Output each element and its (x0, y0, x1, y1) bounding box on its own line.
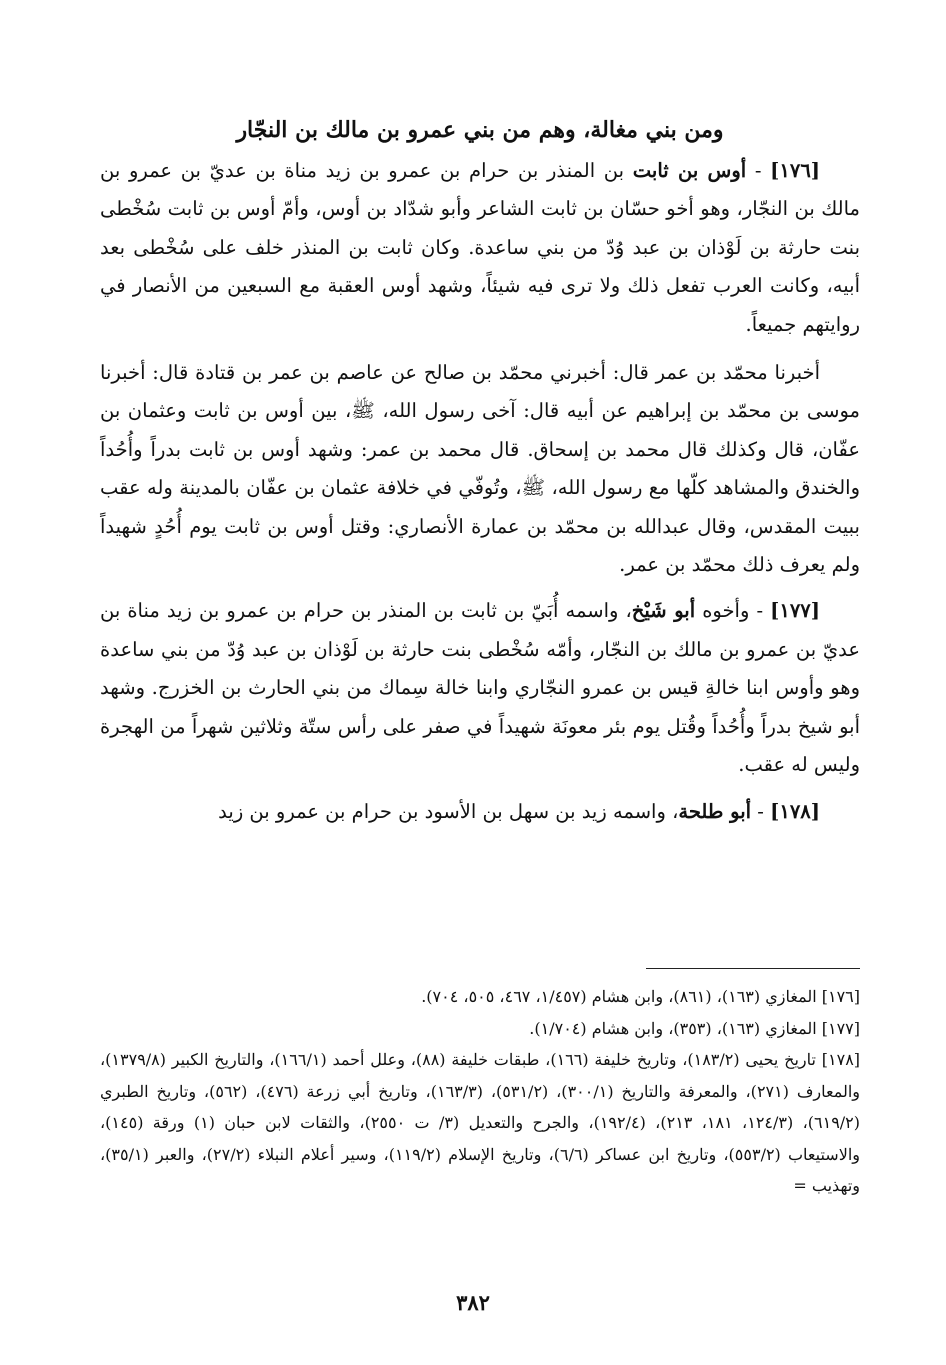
footnote: [١٧٧] المغازي (١٦٣)، (٣٥٣)، وابن هشام (١/٧٠٤). (529, 1018, 860, 1038)
entry-name: أوس بن ثابت (632, 159, 747, 182)
entry-dash: - (751, 799, 764, 823)
entry-number: [١٧٨] (770, 799, 820, 823)
entry-number: [١٧٦] (770, 159, 821, 182)
entry-dash: - (746, 159, 762, 182)
entry-dash: - (749, 599, 764, 623)
entry-text: ، واسمه أُبَيّ بن ثابت بن المنذر بن حرام بن عمرو بن زيد مناة بن عديّ بن عمرو بن مالك بن النجّار، وأمّه سُخْطى بنت حارثة بن لَوْذان بن عبد وُدّ من بني ساعدة وهو وأوس ابنا خالةِ قيس بن عمرو النجّاري وابنا خالة سِماك من بني الحارث بن الخزرج. وشهد أبو شيخ بدراً وأُحُداً وقُتل يوم بئر معونَة شهيداً في صفر على رأس ستّة وثلاثين شهراً من الهجرة وليس له عقب. (100, 599, 860, 777)
footnote: [١٧٨] تاريخ يحيى (١٨٣/٢)، وتاريخ خليفة (١٦٦)، طبقات خليفة (٨٨)، وعلل أحمد (١٦٦/١)، والتاريخ الكبير (١٣٧٩/٨)، والمعارف (٢٧١)، والمعرفة والتاريخ (٣٠٠/١)، (٥٣١/٢)، (١٦٣/٣)، وتاريخ أبي زرعة (٤٧٦)، (٥٦٢)، وتاريخ الطبري (٦١٩/٢)، (١٢٤/٣، ١٨١، ٢١٣)، (١٩٢/٤)، والجرح والتعديل (٣/ ت ٢٥٥٠)، والثقات لابن حبان (١) ورقة (١٤٥)، والاستيعاب (٥٥٣/٢)، وتاريخ ابن عساكر (٦/٦)، وتاريخ الإسلام (١١٩/٢)، وسير أعلام النبلاء (٢٧/٢)، والعبر (٣٥/١)، وتهذيب = (100, 1050, 861, 1195)
footnote-divider (646, 968, 860, 969)
entry-text: ، واسمه زيد بن سهل بن الأسود بن حرام بن عمرو بن زيد (218, 799, 679, 823)
entry-name: أبو طلحة (678, 799, 752, 823)
entry-name: أبو شَيْخ (631, 599, 696, 623)
entry-name-prefix: وأخوه (702, 599, 750, 623)
isnad-paragraph: أخبرنا محمّد بن عمر قال: أخبرني محمّد بن صالح عن عاصم بن عمر بن قتادة قال: أخبرنا موسى بن محمّد بن إبراهيم عن أبيه قال: آخى رسول الله، ﷺ، بين أوس بن ثابت وعثمان بن عفّان، قال وكذلك قال محمد بن إسحاق. قال محمد بن عمر: وشهد أوس بن ثابت بدراً وأُحُداً والخندق والمشاهد كلّها مع رسول الله، ﷺ، وتُوفّي في خلافة عثمان بن عفّان بالمدينة وله عقب ببيت المقدس، وقال عبدالله بن محمّد بن عمارة الأنصاري: وقتل أوس بن ثابت يوم أُحُدٍ شهيداً ولم يعرف ذلك محمّد بن عمر. (100, 361, 860, 577)
main-text (100, 108, 860, 831)
entry-177 (100, 592, 860, 784)
footnote: [١٧٦] المغازي (١٦٣)، (٨٦١)، وابن هشام (١/٤٥٧، ٤٦٧، ٥٠٥، ٧٠٤). (421, 987, 860, 1006)
entry-178 (100, 793, 860, 831)
section-title: ومن بني مغالة، وهم من بني عمرو بن مالك بن النجّار (236, 117, 724, 143)
entry-text: بن المنذر بن حرام بن عمرو بن زيد مناة بن عديّ بن عمرو بن مالك بن النجّار، وهو أخو حسّان بن ثابت الشاعر وأبو شدّاد بن أوس، وأمّ أوس بن ثابت سُخْطى بنت حارثة بن لَوْذان بن عبد وُدّ من بني ساعدة. وكان ثابت بن المنذر خلف على سُخْطى بعد أبيه، وكانت العرب تفعل ذلك ولا ترى فيه شيئاً، وشهد أوس العقبة مع السبعين من الأنصار في روايتهم جميعاً. (100, 159, 860, 336)
entry-176 (100, 152, 860, 344)
page-number: ٣٨٢ (456, 1290, 490, 1315)
entry-number: [١٧٧] (770, 599, 820, 623)
footnotes (100, 968, 860, 1202)
